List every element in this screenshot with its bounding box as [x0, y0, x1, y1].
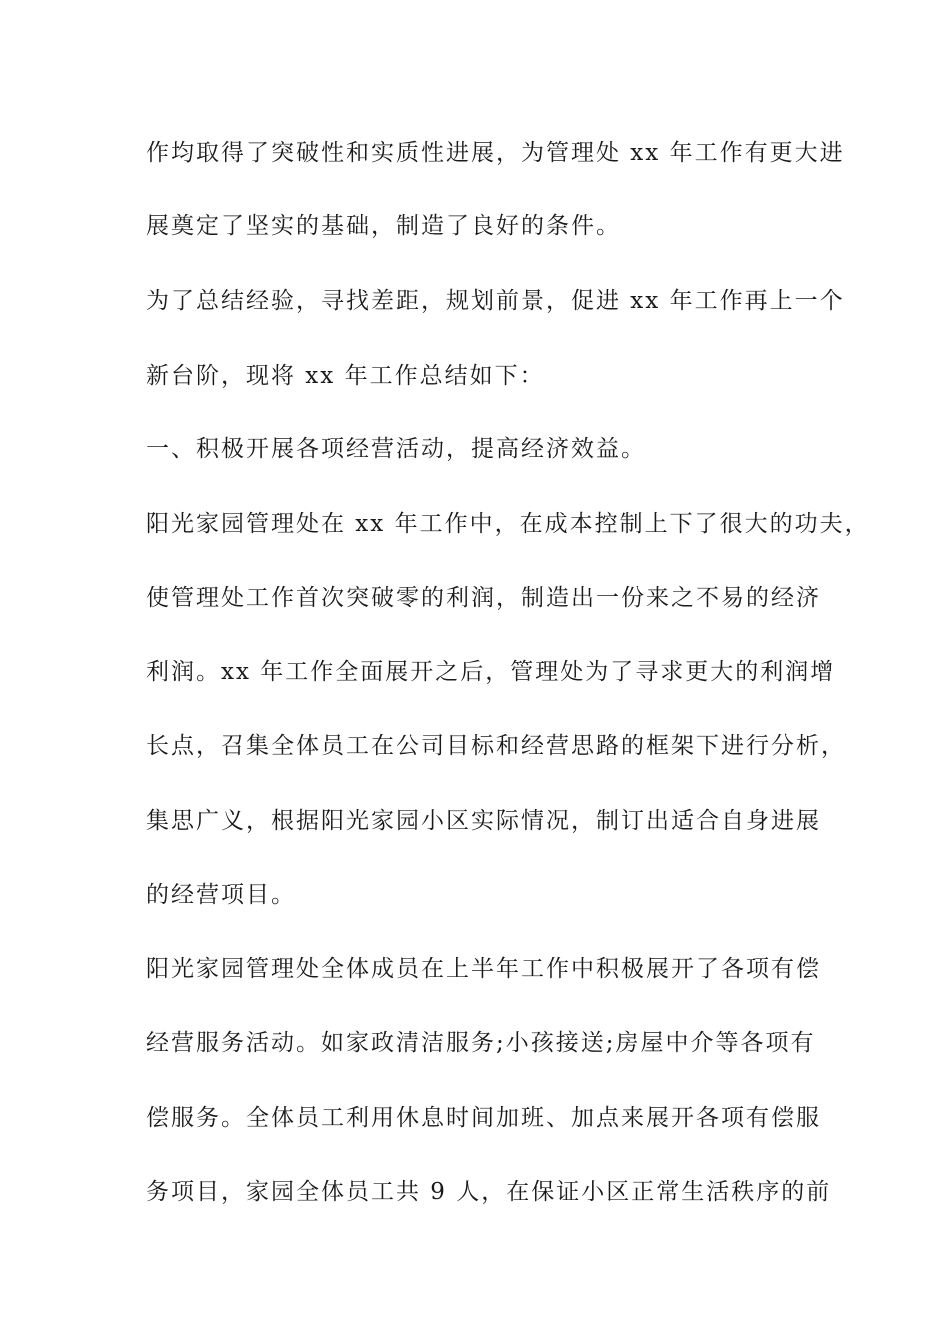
paragraph-line: 新台阶，现将 xx 年工作总结如下：	[146, 363, 545, 389]
paragraph-line: 展奠定了坚实的基础，制造了良好的条件。	[146, 213, 621, 239]
paragraph-line: 使管理处工作首次突破零的利润，制造出一份来之不易的经济	[146, 585, 821, 611]
paragraph-line: 的经营项目。	[146, 882, 296, 908]
paragraph-line: 阳光家园管理处全体成员在上半年工作中积极展开了各项有偿	[146, 956, 821, 982]
paragraph-line: 作均取得了突破性和实质性进展，为管理处 xx 年工作有更大进	[146, 140, 845, 166]
paragraph-line: 务项目，家园全体员工共 9 人，在保证小区正常生活秩序的前	[146, 1179, 832, 1205]
paragraph-line: 为了总结经验，寻找差距，规划前景，促进 xx 年工作再上一个	[146, 288, 845, 314]
paragraph-line: 集思广义，根据阳光家园小区实际情况，制订出适合自身进展	[146, 808, 821, 834]
paragraph-line: 长点，召集全体员工在公司目标和经营思路的框架下进行分析，	[146, 733, 846, 759]
paragraph-line: 利润。xx 年工作全面展开之后，管理处为了寻求更大的利润增	[146, 659, 836, 685]
paragraph-line: 阳光家园管理处在 xx 年工作中，在成本控制上下了很大的功夫，	[146, 511, 870, 537]
paragraph-line: 偿服务。全体员工利用休息时间加班、加点来展开各项有偿服	[146, 1105, 821, 1131]
section-heading: 一、积极开展各项经营活动，提高经济效益。	[146, 436, 646, 462]
paragraph-line: 经营服务活动。如家政清洁服务;小孩接送;房屋中介等各项有	[146, 1030, 816, 1056]
